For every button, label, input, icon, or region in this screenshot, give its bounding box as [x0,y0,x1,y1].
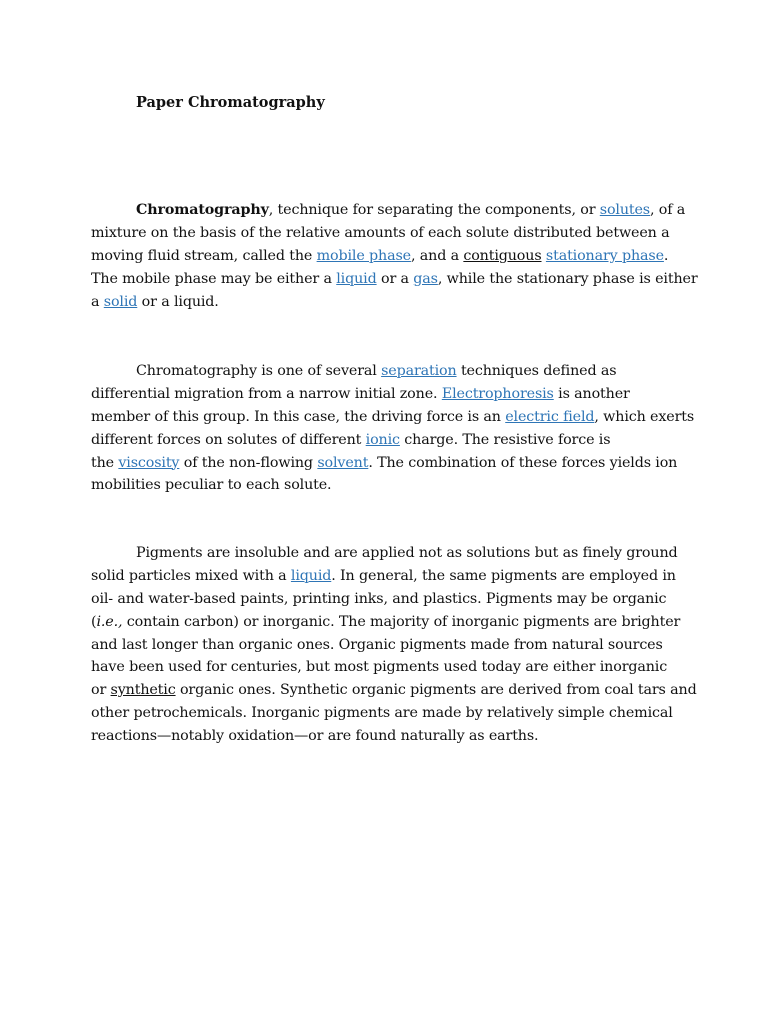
text-run: or [91,682,111,699]
text-line [91,452,691,475]
paragraph-chromatography-definition [91,199,698,313]
link-synthetic[interactable]: synthetic [110,682,176,699]
text-run: the [91,454,119,471]
italic-ie: i.e., [96,613,123,630]
text-run: charge. The resistive force is [399,431,611,448]
link-gas[interactable]: gas [413,270,438,287]
text-run: , and a [410,247,464,264]
link-solvent[interactable]: solvent [317,454,369,471]
text-line: reactions—notably oxidation—or are found naturally as earths. [91,728,539,745]
text-run: techniques defined as [456,363,617,379]
text-line: have been used for centuries, but most pigments used today are either inorganic [91,659,668,676]
text-line [91,268,698,291]
text-run: , technique for separating the components, or [268,202,600,218]
link-solid[interactable]: solid [103,293,138,310]
link-solutes[interactable]: solutes [599,202,650,218]
text-line [91,199,691,222]
link-stationary-phase[interactable]: stationary phase [545,247,664,264]
link-contiguous[interactable]: contiguous [463,247,542,264]
text-line: mixture on the basis of the relative amounts of each solute distributed between a [91,224,670,241]
text-run: contain carbon) or inorganic. The majority of inorganic pigments are brighter [122,613,681,630]
text-run: different forces on solutes of different [91,431,366,448]
paragraph-pigments [91,542,697,748]
text-run: moving fluid stream, called the [91,247,317,264]
text-run: ( [91,613,97,630]
text-line: oil- and water-based paints, printing inks, and plastics. Pigments may be organic [91,590,667,607]
link-liquid-2[interactable]: liquid [290,567,332,584]
text-line [91,611,691,634]
text-line [91,429,691,452]
text-run: . In general, the same pigments are employed in [331,567,676,584]
link-separation[interactable]: separation [381,363,457,379]
link-mobile-phase[interactable]: mobile phase [316,247,411,264]
text-run: organic ones. Synthetic organic pigments are derived from coal tars and [175,682,697,699]
text-run: . The combination of these forces yields ion [368,454,678,471]
document-title: Paper Chromatography [136,94,325,111]
text-run: Chromatography is one of several [136,363,382,379]
text-run: a [91,293,104,310]
link-electrophoresis[interactable]: Electrophoresis [441,385,554,402]
text-line [91,360,691,383]
text-run: . [663,247,669,264]
text-line [91,565,691,588]
text-line [91,245,691,268]
text-line: other petrochemicals. Inorganic pigments are made by relatively simple chemical [91,705,673,722]
text-run: , which exerts [594,408,695,425]
text-run: The mobile phase may be either a [91,270,337,287]
link-ionic[interactable]: ionic [365,431,400,448]
text-line: and last longer than organic ones. Organic pigments made from natural sources [91,636,663,653]
text-line: Pigments are insoluble and are applied not as solutions but as finely ground [136,545,678,561]
link-viscosity[interactable]: viscosity [118,454,180,471]
text-line: mobilities peculiar to each solute. [91,477,332,494]
text-run: or a [376,270,414,287]
text-run: solid particles mixed with a [91,567,291,584]
term-chromatography: Chromatography [136,202,269,218]
text-run: of the non-flowing [179,454,318,471]
link-electric-field[interactable]: electric field [505,408,595,425]
paragraph-separation-techniques [91,360,695,497]
text-run: , while the stationary phase is either [437,270,698,287]
text-run: or a liquid. [137,293,219,310]
text-line [91,383,691,406]
text-run: member of this group. In this case, the driving force is an [91,408,506,425]
text-line [91,291,691,314]
text-run: is another [553,385,630,402]
text-run: , of a [650,202,686,218]
link-liquid[interactable]: liquid [336,270,377,287]
text-line [91,406,695,429]
text-run: differential migration from a narrow initial zone. [91,385,442,402]
text-line [91,679,697,702]
